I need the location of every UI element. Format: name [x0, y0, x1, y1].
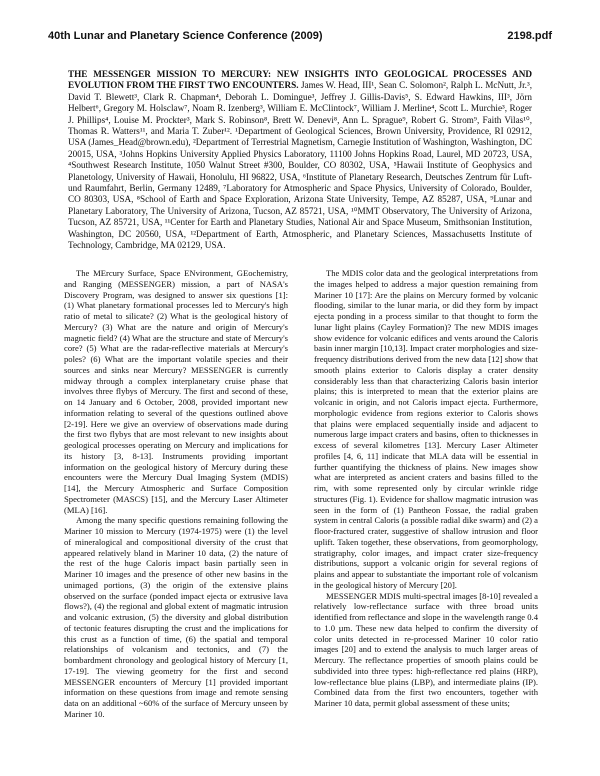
paper-title: THE MESSENGER MISSION TO MERCURY: NEW INSIGHTS INTO GEOLOGICAL PROCESSES AND EVOLUTION FROM THE FIRST TWO ENCOUNTERS.	[68, 69, 532, 91]
page-header	[48, 30, 552, 46]
paragraph-questions: Among the many specific questions remaining following the Mariner 10 mission to Mercury (1974-1975) were (1) the level of mineralogical and compositional diversity of the crust that appeared relatively bland in Mariner 10 data, (2) the nature of the rest of the huge Caloris impact basin partially seen in Mariner 10 images and the presence of other new basins in the unimaged portions, (3) the origin of the extensive plains observed on the surface (ponded impact ejecta or extrusive lava flows?), (4) the regional and global extent of magmatic intrusion and volcanic extrusion, (5) the diversity and global distribution of tectonic features disrupting the crust and the implications for this crust as a function of time, (6) the spatial and temporal relationships of volcanism and tectonics, and (7) the bombardment chronology and geological history of Mercury [1, 17-19]. The viewing geometry for the first and second MESSENGER encounters of Mercury [1] provided important information on these questions from image and remote sensing data on an additional ~60% of the surface of Mercury unseen by Mariner 10.	[64, 515, 288, 719]
authors-affiliations: James W. Head, III¹, Sean C. Solomon², Ralph L. McNutt, Jr.³, David T. Blewett³, Clark R. Chapman⁴, Deborah L. Domingue³, Jeffrey J. Gillis-Davis⁵, S. Edward Hawkins, III³, Jörn Helbert⁶, Gregory M. Holsclaw⁷, Noam R. Izenberg³, William E. McClintock⁷, William J. Merline⁴, Scott L. Murchie³, Roger J. Phillips⁴, Louise M. Prockter³, Mark S. Robinson⁸, Brett W. Denevi⁸, Ann L. Sprague⁹, Robert G. Strom⁹, Faith Vilas¹⁰, Thomas R. Watters¹¹, and Maria T. Zuber¹². ¹Department of Geological Sciences, Brown University, Providence, RI 02912, USA (James_Head@brown.edu), ²Department of Terrestrial Magnetism, Carnegie Institution of Washington, Washington, DC 20015, USA, ³Johns Hopkins University Applied Physics Laboratory, 11100 Johns Hopkins Road, Laurel, MD 20723, USA, ⁴Southwest Research Institute, 1050 Walnut Street #300, Boulder, CO 80302, USA, ⁵Hawaii Institute of Geophysics and Planetology, University of Hawaii, Honolulu, HI 96822, USA, ⁶Institute of Planetary Research, Deutsches Zentrum für Luft- und Raumfahrt, Berlin, Germany 12489, ⁷Laboratory for Atmospheric and Space Physics, University of Colorado, Boulder, CO 80303, USA, ⁸School of Earth and Space Exploration, Arizona State University, Tempe, AZ 85287, USA, ⁹Lunar and Planetary Laboratory, The University of Arizona, Tucson, AZ 85721, USA, ¹⁰MMT Observatory, The University of Arizona, Tucson, AZ 85721, USA, ¹¹Center for Earth and Planetary Studies, National Air and Space Museum, Smithsonian Institution, Washington, DC 20560, USA, ¹²Department of Earth, Atmospheric, and Planetary Sciences, Massachusetts Institute of Technology, Cambridge, MA 02129, USA.	[68, 80, 532, 251]
paragraph-multispectral: MESSENGER MDIS multi-spectral images [8-10] revealed a relatively low-reflectance surface with three broad units identified from reflectance and slope in the wavelength range 0.4 to 1.0 µm. These new data helped to confirm the diversity of color units detected in re-processed Mariner 10 color ratio images [20] and to extend the analysis to much larger areas of Mercury. The reflectance properties of smooth plains could be subdivided into three types: high-reflectance red plains (HRP), low-reflectance blue plains (LBP), and intermediate plains (IP). Combined data from the first two encounters, together with Mariner 10 data, permit global assessment of these units;	[314, 590, 538, 708]
paragraph-intro: The MErcury Surface, Space ENvironment, GEochemistry, and Ranging (MESSENGER) mission, a part of NASA's Discovery Program, was designed to answer six questions [1]: (1) What planetary formational processes led to Mercury's high ratio of metal to silicate? (2) What is the geological history of Mercury? (3) What are the nature and origin of Mercury's magnetic field? (4) What are the structure and state of Mercury's core? (5) What are the radar-reflective materials at Mercury's poles? (6) What are the important volatile species and their sources and sinks near Mercury? MESSENGER is currently midway through a complex interplanetary cruise phase that involves three flybys of Mercury. The first and second of these, on 14 January and 6 October, 2008, provided important new information relating to several of the questions outlined above [2-19]. Here we give an overview of observations made during the first two flybys that are most relevant to new insights about geological processes operating on Mercury and implications for its history [3, 8-13]. Instruments providing important information on the geological history of Mercury during these encounters were the Mercury Dual Imaging System (MDIS) [14], the Mercury Atmospheric and Surface Composition Spectrometer (MASCS) [15], and the Mercury Laser Altimeter (MLA) [16].	[64, 268, 288, 515]
right-column	[314, 268, 538, 709]
paragraph-plains-origin: The MDIS color data and the geological interpretations from the images helped to address a major question remaining from Mariner 10 [17]: Are the plains on Mercury formed by volcanic flooding, similar to the lunar maria, or did they form by impact ejecta ponding in a process similar to that thought to form the lunar light plains (Cayley Formation)? The new MDIS images show evidence for volcanic edifices and vents around the Caloris basin inner margin [10,13]. Impact crater morphologies and size-frequency distributions derived from the new data [12] show that smooth plains exterior to Caloris display a crater density considerably less than that characterizing Caloris basin interior plains; this is interpreted to mean that the exterior plains are volcanic in origin, and not Caloris impact ejecta. Furthermore, morphologic evidence from regions exterior to Caloris shows that plains were emplaced sequentially inside and adjacent to numerous large impact craters and basins, often to thicknesses in excess of several kilometres [13]. Mercury Laser Altimeter profiles [4, 6, 11] indicate that MLA data will be essential in further quantifying the thickness of plains. New images show what are interpreted as ancient craters and basins filled to the rim, with some represented only by circular wrinkle ridge structures (Fig. 1). Evidence for shallow magmatic intrusion was seen in the form of (1) Pantheon Fossae, the radial graben system in central Caloris (a possible radial dike swarm) and (2) a floor-fractured crater, suggestive of shallow intrusion and floor uplift. Taken together, these observations, from geomorphology, stratigraphy, color images, and impact crater size-frequency distributions, support a volcanic origin for several regions of plains and appear to substantiate the important role of volcanism in the geological history of Mercury [20].	[314, 268, 538, 590]
document-id: 2198.pdf	[507, 30, 552, 42]
conference-name: 40th Lunar and Planetary Science Conference (2009)	[48, 30, 323, 42]
title-block	[68, 69, 532, 252]
body-columns	[64, 268, 538, 758]
left-column	[64, 268, 288, 720]
